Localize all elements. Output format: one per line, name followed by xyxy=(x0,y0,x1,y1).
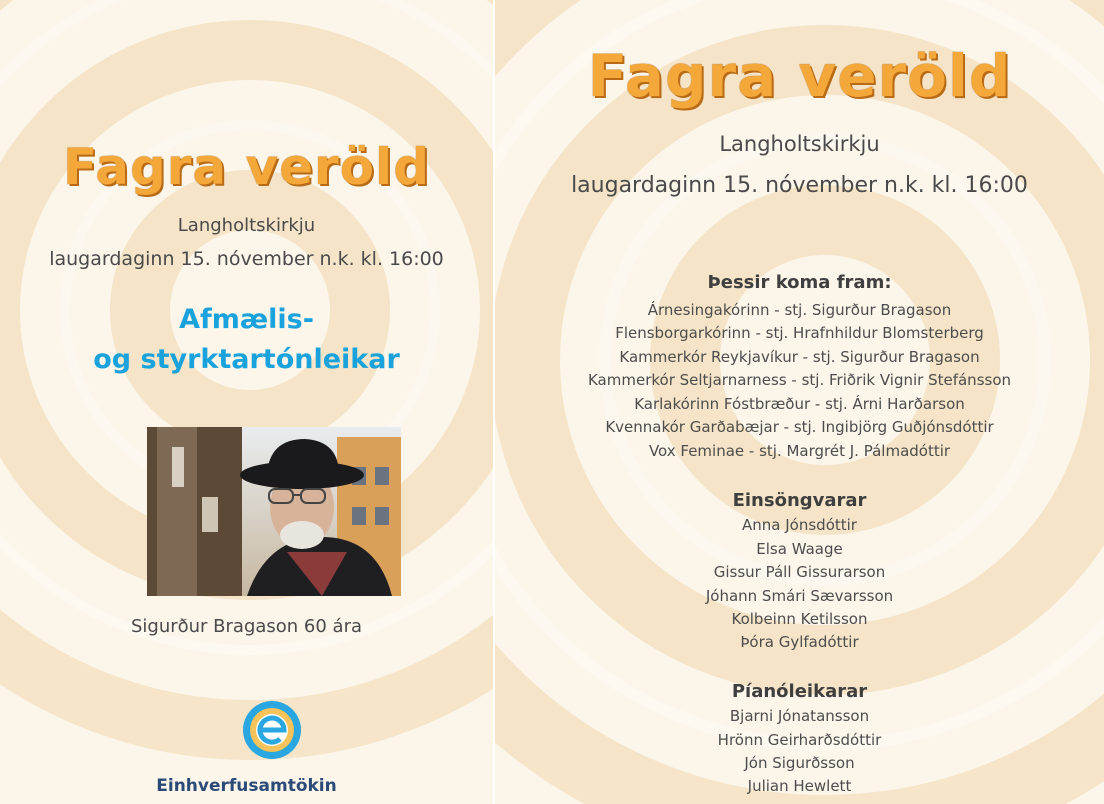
date-text: laugardaginn 15. nóvember n.k. kl. 16:00 xyxy=(49,248,444,270)
pianist-line: Julian Hewlett xyxy=(747,777,852,795)
pianist-line: Jón Sigurðsson xyxy=(744,754,855,772)
venue-text: Langholtskirkju xyxy=(177,215,316,236)
soloist-line: Jóhann Smári Sævarsson xyxy=(705,587,894,605)
soloist-line: Þóra Gylfadóttir xyxy=(740,633,859,651)
performer-line: Kammerkór Reykjavíkur - stj. Sigurður Bragason xyxy=(619,348,980,366)
soloists-heading: Einsöngvarar xyxy=(732,490,867,511)
performer-line: Kvennakór Garðabæjar - stj. Ingibjörg Guðjónsdóttir xyxy=(605,418,994,436)
pianist-line: Hrönn Geirharðsdóttir xyxy=(717,731,882,749)
soloist-line: Kolbeinn Ketilsson xyxy=(731,610,868,628)
performer-line: Árnesingakórinn - stj. Sigurður Bragason xyxy=(647,301,952,319)
performer-line: Karlakórinn Fóstbræður - stj. Árni Harðarson xyxy=(634,395,965,413)
portrait-photo xyxy=(147,427,401,596)
background-swirl-icon xyxy=(0,0,493,804)
soloist-line: Gissur Páll Gissurarson xyxy=(713,563,886,581)
poster-title: Fagra veröld xyxy=(62,138,430,196)
subtitle-line-2: og styrktartónleikar xyxy=(93,344,400,375)
e-ring-logo-icon xyxy=(240,698,304,762)
date-text: laugardaginn 15. nóvember n.k. kl. 16:00 xyxy=(571,173,1028,198)
pianist-line: Bjarni Jónatansson xyxy=(729,707,870,725)
soloist-line: Elsa Waage xyxy=(756,540,843,558)
performer-line: Kammerkór Seltjarnarness - stj. Friðrik Vignir Stefánsson xyxy=(587,371,1012,389)
pianists-heading: Píanóleikarar xyxy=(731,681,868,702)
soloist-line: Anna Jónsdóttir xyxy=(742,516,857,534)
poster-right xyxy=(495,0,1104,804)
performers-heading: Þessir koma fram: xyxy=(707,272,892,293)
venue-text: Langholtskirkju xyxy=(719,132,880,156)
performer-line: Vox Feminae - stj. Margrét J. Pálmadóttir xyxy=(648,442,951,460)
poster-title: Fagra veröld xyxy=(587,42,1012,110)
subtitle-line-1: Afmælis- xyxy=(179,304,314,335)
photo-caption: Sigurður Bragason 60 ára xyxy=(130,616,363,637)
performer-line: Flensborgarkórinn - stj. Hrafnhildur Blomsterberg xyxy=(615,324,984,342)
poster-left xyxy=(0,0,493,804)
organization-name: Einhverfusamtökin xyxy=(156,776,337,796)
